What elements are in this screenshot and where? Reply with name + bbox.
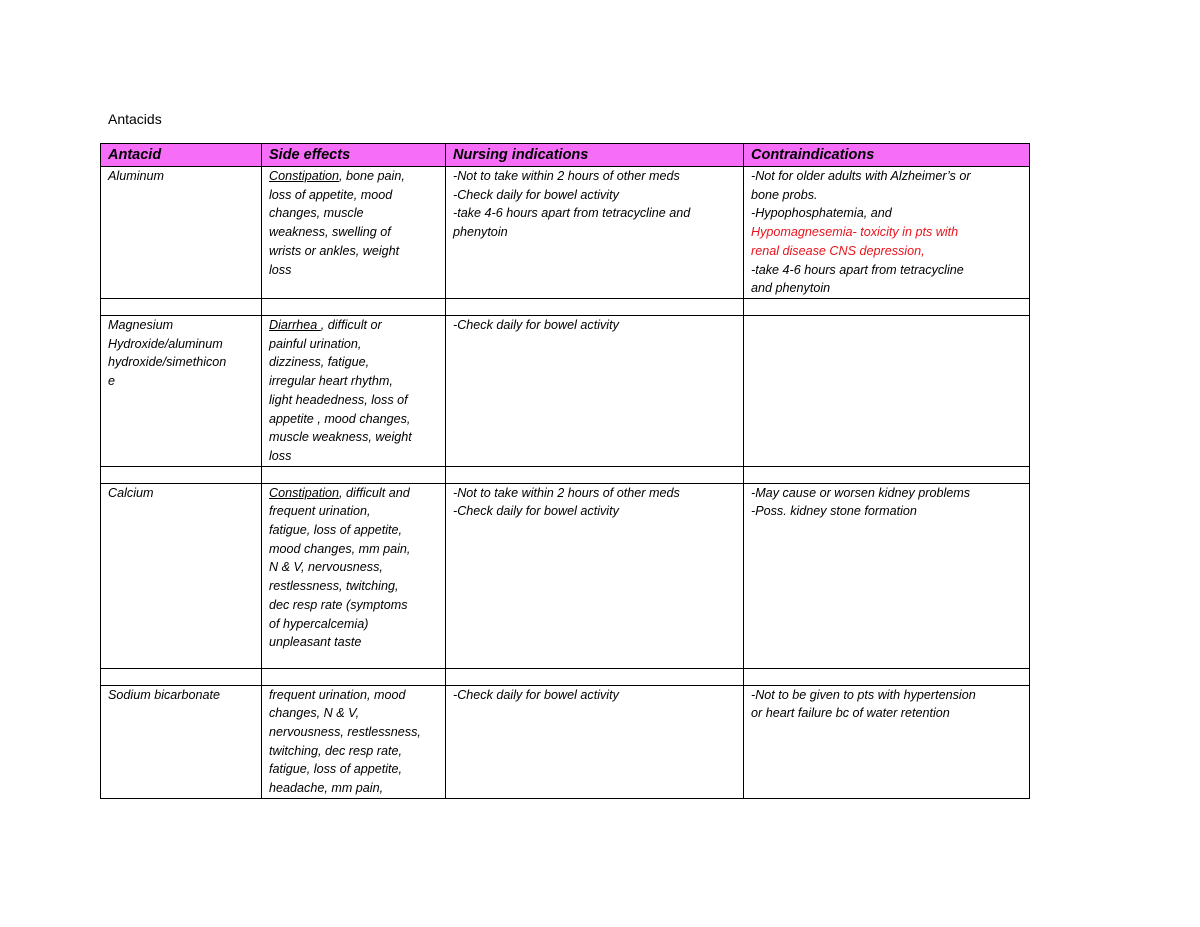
cell-antacid <box>101 685 262 798</box>
cell-text: -Check daily for bowel activity <box>453 687 619 702</box>
cell-side-effects <box>262 685 446 798</box>
cell-text: -Hypophosphatemia, and <box>751 206 892 221</box>
cell-text: -Not to be given to pts with hypertension <box>751 687 976 702</box>
cell-text: -Check daily for bowel activity <box>453 504 619 519</box>
cell-text: -take 4-6 hours apart from tetracycline and <box>453 206 691 221</box>
cell-contraindications <box>744 167 1030 299</box>
empty-cell <box>446 299 744 316</box>
cell-text: Aluminum <box>108 169 164 183</box>
header-nursing-indications: Nursing indications <box>446 144 744 167</box>
empty-cell <box>101 668 262 685</box>
cell-nursing <box>446 167 744 299</box>
cell-text: -Not to take within 2 hours of other meds <box>453 485 680 500</box>
header-antacid: Antacid <box>101 144 262 167</box>
cell-text: unpleasant taste <box>269 635 362 650</box>
spacer-row <box>101 668 1030 685</box>
cell-antacid <box>101 167 262 299</box>
cell-text: and phenytoin <box>751 281 831 296</box>
cell-text: painful urination, <box>269 336 362 351</box>
cell-text: restlessness, twitching, <box>269 579 399 594</box>
header-side-effects: Side effects <box>262 144 446 167</box>
cell-text: mood changes, mm pain, <box>269 541 411 556</box>
cell-text: fatigue, loss of appetite, <box>269 762 403 777</box>
cell-text: frequent urination, mood <box>269 687 406 702</box>
cell-nursing <box>446 316 744 467</box>
underlined-effect: Diarrhea <box>269 318 321 332</box>
empty-cell <box>101 299 262 316</box>
cell-side-effects <box>262 316 446 467</box>
spacer-row <box>101 299 1030 316</box>
empty-cell <box>262 668 446 685</box>
cell-text: -Check daily for bowel activity <box>453 318 619 332</box>
cell-text: weakness, swelling of <box>269 225 391 240</box>
cell-text: -Not to take within 2 hours of other meds <box>453 169 680 183</box>
cell-text: wrists or ankles, weight <box>269 243 400 258</box>
cell-text: -Check daily for bowel activity <box>453 187 619 202</box>
spacer-row <box>101 466 1030 483</box>
table-row <box>101 167 1030 299</box>
empty-cell <box>262 466 446 483</box>
cell-text: -Not for older adults with Alzheimer’s or <box>751 169 971 183</box>
cell-contraindications <box>744 685 1030 798</box>
cell-text: -take 4-6 hours apart from tetracycline <box>751 262 964 277</box>
cell-text: , bone pain, <box>339 169 405 183</box>
table-row <box>101 316 1030 467</box>
cell-text: e <box>108 374 116 389</box>
cell-text: frequent urination, <box>269 504 371 519</box>
empty-cell <box>744 668 1030 685</box>
underlined-effect: Constipation <box>269 169 340 183</box>
cell-text: muscle weakness, weight <box>269 430 412 445</box>
cell-text <box>269 316 439 335</box>
empty-cell <box>744 299 1030 316</box>
cell-text: phenytoin <box>453 225 508 240</box>
table-header-row <box>101 144 1030 167</box>
empty-cell <box>446 466 744 483</box>
cell-side-effects <box>262 483 446 668</box>
highlighted-warning: renal disease CNS depression, <box>751 243 925 258</box>
empty-cell <box>446 668 744 685</box>
cell-text: dizziness, fatigue, <box>269 355 370 370</box>
cell-antacid <box>101 483 262 668</box>
cell-text: changes, muscle <box>269 206 364 221</box>
empty-cell <box>262 299 446 316</box>
cell-text <box>269 167 439 186</box>
cell-text: loss of appetite, mood <box>269 187 393 202</box>
empty-cell <box>101 466 262 483</box>
cell-contraindications <box>744 316 1030 467</box>
cell-text: loss <box>269 448 292 463</box>
cell-text: dec resp rate (symptoms <box>269 597 408 612</box>
cell-text <box>269 484 439 503</box>
cell-side-effects <box>262 167 446 299</box>
table-row <box>101 685 1030 798</box>
underlined-effect: Constipation <box>269 485 340 500</box>
document-title: Antacids <box>108 111 162 127</box>
table-row <box>101 483 1030 668</box>
cell-text: nervousness, restlessness, <box>269 725 421 740</box>
cell-text: bone probs. <box>751 187 818 202</box>
cell-text: changes, N & V, <box>269 706 360 721</box>
cell-text: Sodium bicarbonate <box>108 687 221 702</box>
highlighted-warning: Hypomagnesemia- toxicity in pts with <box>751 225 959 240</box>
empty-cell <box>744 466 1030 483</box>
cell-text: fatigue, loss of appetite, <box>269 523 403 538</box>
cell-text: , difficult or <box>320 318 382 332</box>
cell-text: Calcium <box>108 485 154 500</box>
header-contraindications: Contraindications <box>744 144 1030 167</box>
cell-text: loss <box>269 262 292 277</box>
cell-text: Hydroxide/aluminum <box>108 336 223 351</box>
cell-antacid <box>101 316 262 467</box>
cell-nursing <box>446 685 744 798</box>
cell-text: light headedness, loss of <box>269 392 408 407</box>
cell-text: -May cause or worsen kidney problems <box>751 485 971 500</box>
cell-text: N & V, nervousness, <box>269 560 383 575</box>
cell-text: or heart failure bc of water retention <box>751 706 950 721</box>
cell-contraindications <box>744 483 1030 668</box>
cell-text: -Poss. kidney stone formation <box>751 504 917 519</box>
cell-text: appetite , mood changes, <box>269 411 411 426</box>
antacids-table <box>100 143 1030 799</box>
cell-text: headache, mm pain, <box>269 781 384 796</box>
cell-text: hydroxide/simethicon <box>108 355 227 370</box>
cell-text: irregular heart rhythm, <box>269 374 393 389</box>
cell-text: twitching, dec resp rate, <box>269 743 402 758</box>
cell-text: of hypercalcemia) <box>269 616 369 631</box>
cell-text: Magnesium <box>108 318 174 332</box>
cell-nursing <box>446 483 744 668</box>
cell-text: , difficult and <box>339 485 410 500</box>
